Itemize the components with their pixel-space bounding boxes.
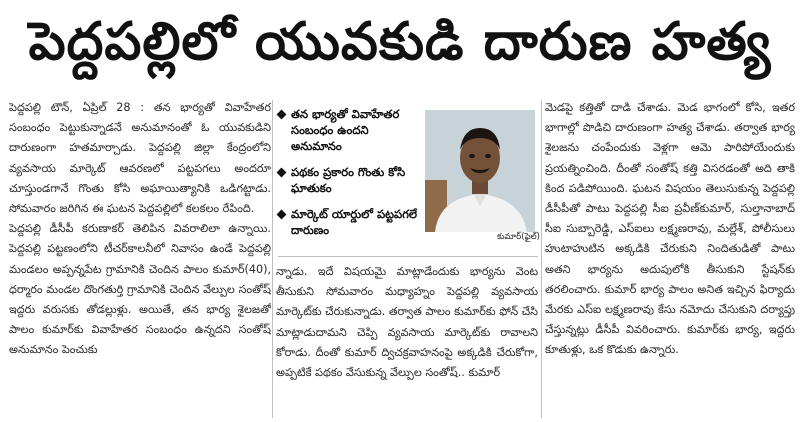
photo-caption: కుమార్‌(ఫైల్‌) <box>497 232 540 242</box>
highlight-text: తన భార్యతో వివాహేతర సంబంధం ఉందని అనుమానం <box>291 107 400 153</box>
highlight-item <box>278 206 418 238</box>
highlight-item <box>278 106 418 154</box>
paragraph: పెద్దపల్లి టౌన్‌, ఏప్రిల్‌ 28 : తన భార్యతో వివాహేతర సంబంధం పెట్టుకున్నాడనే అనుమానంతో ఓ యువకుడిని దారుణంగా హతమార్చాడు. పెద్దపల్లి జిల్లా కేంద్రంలోని వ్యవసాయ మార్కెట్‌ ఆవరణలో పట్టపగలు అందరూ చూస్తుండగానే గొంతు కోసి అఘాయిత్యానికి ఒడిగట్టాడు. సోమవారం జరిగిన ఈ ఘటన పెద్దపల్లిలో కలకలం రేపింది. <box>9 101 271 216</box>
highlights-box <box>278 106 418 256</box>
column-divider <box>272 100 273 418</box>
diamond-bullet-icon <box>277 210 287 220</box>
paragraph: మెడపై కత్తితో దాడి చేశాడు. మెడ భాగంలో కోసి, ఇతర భాగాల్లో పొడిచి దారుణంగా హత్య చేశాడు. తర్వాత భార్య శైలజను చంపేందుకు వెళ్లగా ఆమె పారిపోయేందుకు ప్రయత్నించింది. దీంతో సంతోష్‌ కత్తి విసరడంతో అది తాకి కింద పడిపోయింది. ఘటన విషయం తెలుసుకున్న పెద్దపల్లి డీసీపీతో పాటు పెద్దపల్లి సీఐ ప్రవీణ్‌కుమార్‌, సుల్తానాబాద్‌ సీఐ సుబ్బారెడ్డి, ఎస్‌ఐలు లక్ష్మణరావు, మల్లేశ్‌, పోలీసులు హుటాహుటిన అక్కడికి చేరుకుని నిందితుడితో పాటు అతని భార్యను అదుపులోకి తీసుకుని స్టేషన్‌కు తరలించారు. కుమార్‌ భార్య పాలం అనిత ఇచ్చిన ఫిర్యాదు మేరకు ఎస్‌ఐ లక్ష్మణరావు కేసు నమోదు చేసుకుని దర్యాప్తు చేస్తున్నట్లు డీసీపీ వివరించారు. కుమార్‌కు భార్య, ఇద్దరు కూతుళ్లు, ఒక కొడుకు ఉన్నారు. <box>545 101 795 357</box>
person-photo-icon <box>425 110 535 232</box>
article-column-1 <box>9 98 271 420</box>
paragraph: న్నాడు. ఇదే విషయమై మాట్లాడేందుకు భార్యను వెంట తీసుకుని సోమవారం మధ్యాహ్నం పెద్దపల్లి వ్యవసాయ మార్కెట్‌కు చేరుకున్నాడు. తర్వాత పాలం కుమార్‌కు ఫోన్‌ చేసి మాట్లాడుదామని చెప్పి వ్యవసాయ మార్కెట్‌కు రావాలని కోరాడు. దీంతో కుమార్‌ ద్విచక్రవాహనంపై అక్కడికి చేరుకోగా, అప్పటికే పథకం వేసుకున్న వేల్పుల సంతోష్‌.. కుమార్‌ <box>276 265 538 380</box>
paragraph: పెద్దపల్లి డీసీపీ కరుణాకర్‌ తెలిపిన వివరాలిలా ఉన్నాయి. పెద్దపల్లి పట్టణంలోని టీచర్‌కాలనీలో నివాసం ఉండే పెద్దపల్లి మండలం అప్పన్నపేట గ్రామానికి చెందిన పాలం కుమార్‌(40), ధర్మారం మండల దొంగతుర్తి గ్రామానికి చెందిన వేల్పుల సంతోష్‌ ఇద్దరు వరుసకు తోడల్లుళ్లు. అయితే, తన భార్య శైలజతో పాలం కుమార్‌కు వివాహేతర సంబంధం ఉన్నదని సంతోష్‌ అనుమానం పెంచుకు <box>9 222 271 357</box>
highlight-item <box>278 164 418 196</box>
diamond-bullet-icon <box>277 168 287 178</box>
highlight-text: మార్కెట్‌ యార్డులో పట్టపగలే దారుణం <box>291 207 418 237</box>
article-column-3 <box>545 98 795 420</box>
victim-photo <box>425 110 535 232</box>
diamond-bullet-icon <box>277 110 287 120</box>
article-column-2 <box>276 262 538 420</box>
photo-divider <box>278 256 538 257</box>
headline: పెద్దపల్లిలో యువకుడి దారుణ హత్య <box>28 11 772 72</box>
column-divider <box>541 100 542 418</box>
highlight-text: పథకం ప్రకారం గొంతు కోసి ఘాతుకం <box>291 165 406 195</box>
